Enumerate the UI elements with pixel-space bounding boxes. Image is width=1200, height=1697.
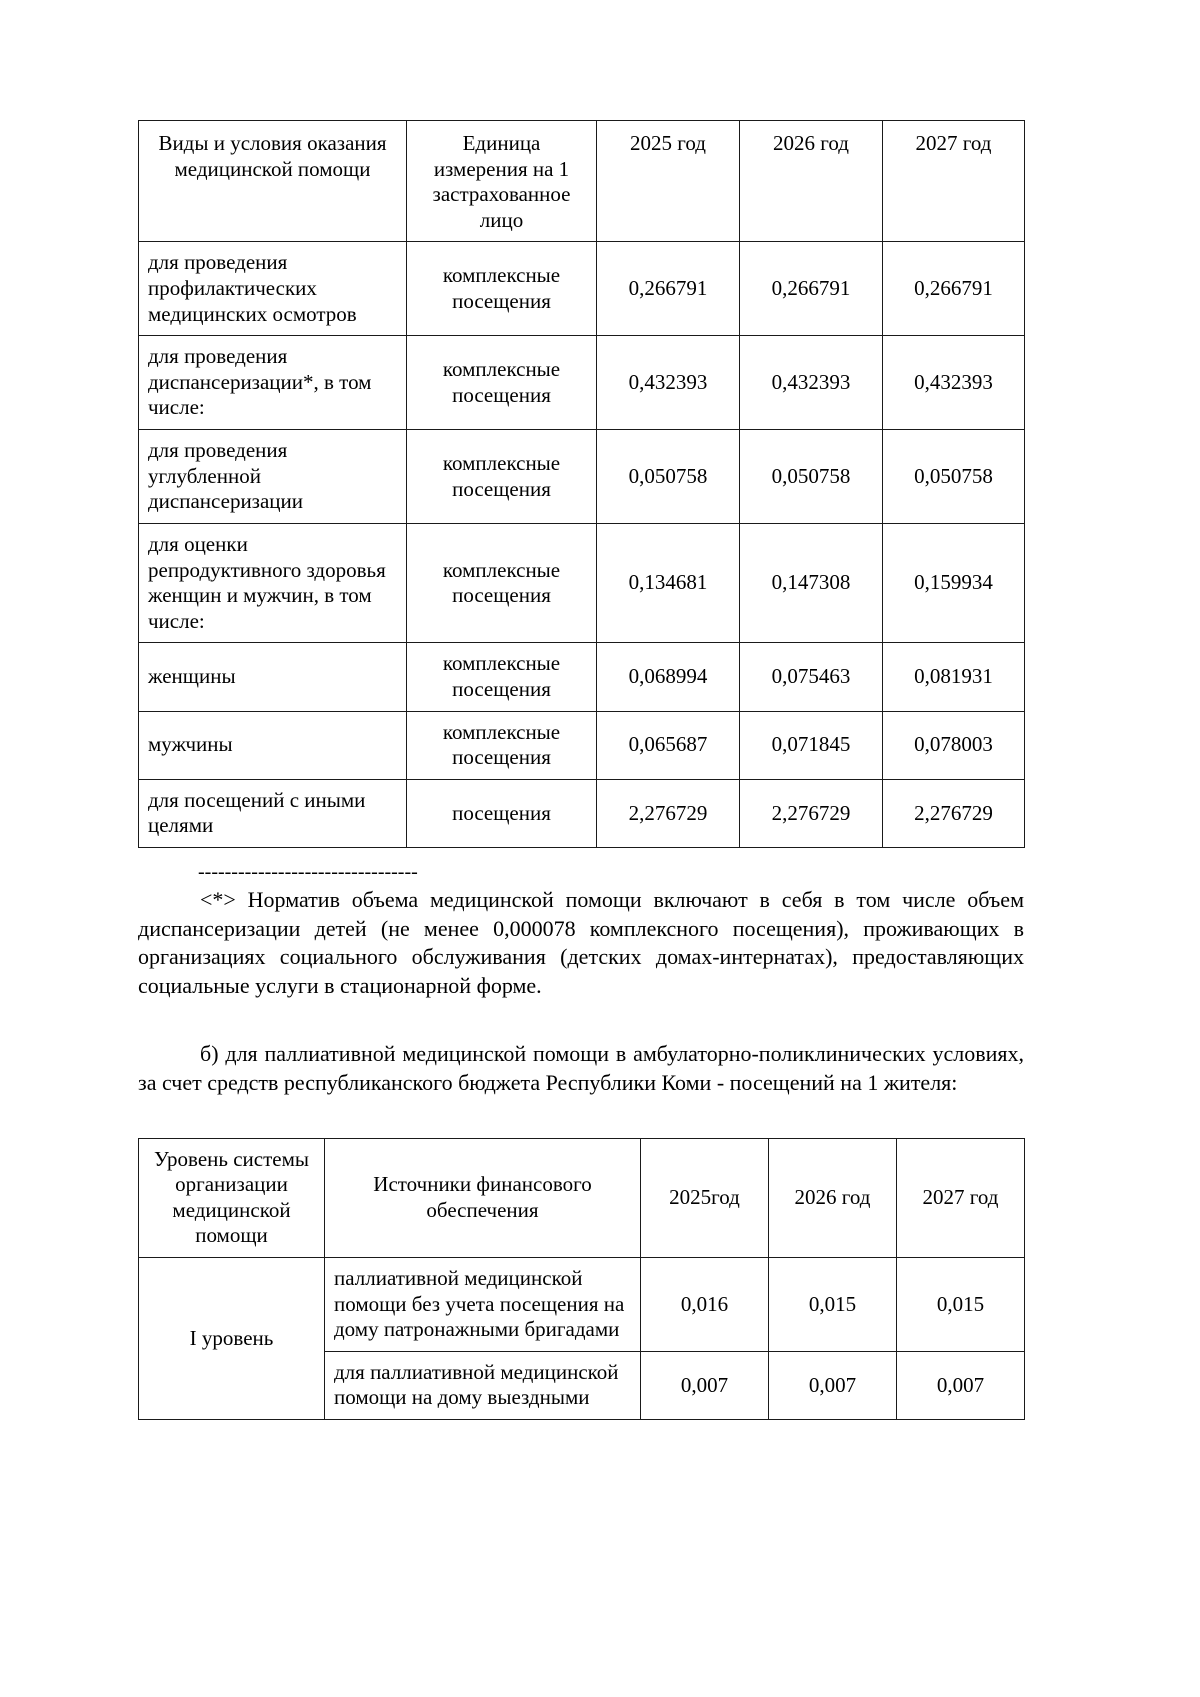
page-content: [138, 120, 1024, 1420]
table1-cell-unit: комплексные посещения: [407, 711, 597, 779]
table2-cell-2025: 0,007: [641, 1351, 769, 1419]
table-row: [139, 779, 1025, 847]
table1-cell-2026: 2,276729: [740, 779, 883, 847]
table2-cell-source: паллиативной медицинской помощи без учета посещения на дому патронажными бригадами: [325, 1258, 641, 1352]
table1-cell-unit: комплексные посещения: [407, 643, 597, 711]
section-b-paragraph: б) для паллиативной медицинской помощи в амбулаторно-поликлинических условиях, за счет средств республиканского бюджета Республики Коми - посещений на 1 жителя:: [138, 1041, 1024, 1095]
medical-care-volume-table: [138, 120, 1025, 848]
table-row: [139, 430, 1025, 524]
table2-header-row: [139, 1138, 1025, 1257]
table1-cell-2027: 0,050758: [883, 430, 1025, 524]
table1-cell-care-type: для проведения профилактических медицинских осмотров: [139, 242, 407, 336]
table1-cell-care-type: для оценки репродуктивного здоровья женщин и мужчин, в том числе:: [139, 523, 407, 642]
table1-cell-2027: 0,159934: [883, 523, 1025, 642]
table2-header-level: Уровень системы организации медицинской помощи: [139, 1138, 325, 1257]
table2-cell-2027: 0,007: [897, 1351, 1025, 1419]
table1-cell-2027: 0,078003: [883, 711, 1025, 779]
table1-cell-2026: 0,266791: [740, 242, 883, 336]
footnote-text: <*> Норматив объема медицинской помощи включают в себя в том числе объем диспансеризации детей (не менее 0,000078 комплексного посещения), проживающих в организациях социального обслуживания (детских домах-интернатах), предоставляющих социальные услуги в стационарной форме.: [138, 887, 1024, 998]
table1-cell-2025: 0,065687: [597, 711, 740, 779]
table1-header-year-2025: 2025 год: [597, 121, 740, 242]
table1-cell-2025: 0,266791: [597, 242, 740, 336]
table1-cell-2026: 0,432393: [740, 336, 883, 430]
table2-header-year-2027: 2027 год: [897, 1138, 1025, 1257]
table-row: [139, 711, 1025, 779]
table1-cell-2026: 0,075463: [740, 643, 883, 711]
table2-cell-2026: 0,007: [769, 1351, 897, 1419]
table1-cell-2025: 0,050758: [597, 430, 740, 524]
table2-header-source: Источники финансового обеспечения: [325, 1138, 641, 1257]
table1-cell-unit: комплексные посещения: [407, 523, 597, 642]
table1-cell-unit: комплексные посещения: [407, 242, 597, 336]
table2-header-year-2025: 2025год: [641, 1138, 769, 1257]
table1-cell-care-type: для проведения углубленной диспансеризации: [139, 430, 407, 524]
table2-cell-2027: 0,015: [897, 1258, 1025, 1352]
table2-cell-source: для паллиативной медицинской помощи на дому выездными: [325, 1351, 641, 1419]
table1-header-row: [139, 121, 1025, 242]
table1-cell-2027: 2,276729: [883, 779, 1025, 847]
table1-cell-2025: 0,068994: [597, 643, 740, 711]
table1-cell-2026: 0,071845: [740, 711, 883, 779]
table1-cell-care-type: мужчины: [139, 711, 407, 779]
palliative-care-table: [138, 1138, 1025, 1420]
table2-cell-2026: 0,015: [769, 1258, 897, 1352]
table1-cell-care-type: для посещений с иными целями: [139, 779, 407, 847]
table1-cell-2025: 0,432393: [597, 336, 740, 430]
table-row: [139, 643, 1025, 711]
table1-cell-2026: 0,147308: [740, 523, 883, 642]
table1-cell-care-type: женщины: [139, 643, 407, 711]
table1-header-year-2026: 2026 год: [740, 121, 883, 242]
table1-header-unit: Единица измерения на 1 застрахованное лицо: [407, 121, 597, 242]
table1-cell-2027: 0,432393: [883, 336, 1025, 430]
table-row: [139, 242, 1025, 336]
table1-cell-2026: 0,050758: [740, 430, 883, 524]
table2-header-year-2026: 2026 год: [769, 1138, 897, 1257]
table1-cell-2027: 0,266791: [883, 242, 1025, 336]
table2-cell-level: I уровень: [139, 1258, 325, 1420]
table1-cell-unit: комплексные посещения: [407, 430, 597, 524]
table1-cell-care-type: для проведения диспансеризации*, в том числе:: [139, 336, 407, 430]
footnote-separator: ---------------------------------: [198, 861, 418, 884]
table2-cell-2025: 0,016: [641, 1258, 769, 1352]
table1-cell-2025: 0,134681: [597, 523, 740, 642]
table-row: [139, 1258, 1025, 1352]
table1-cell-2025: 2,276729: [597, 779, 740, 847]
table1-header-year-2027: 2027 год: [883, 121, 1025, 242]
table-row: [139, 523, 1025, 642]
table1-cell-2027: 0,081931: [883, 643, 1025, 711]
table1-header-care-type: Виды и условия оказания медицинской помощи: [139, 121, 407, 242]
table-row: [139, 336, 1025, 430]
table1-cell-unit: комплексные посещения: [407, 336, 597, 430]
table1-cell-unit: посещения: [407, 779, 597, 847]
